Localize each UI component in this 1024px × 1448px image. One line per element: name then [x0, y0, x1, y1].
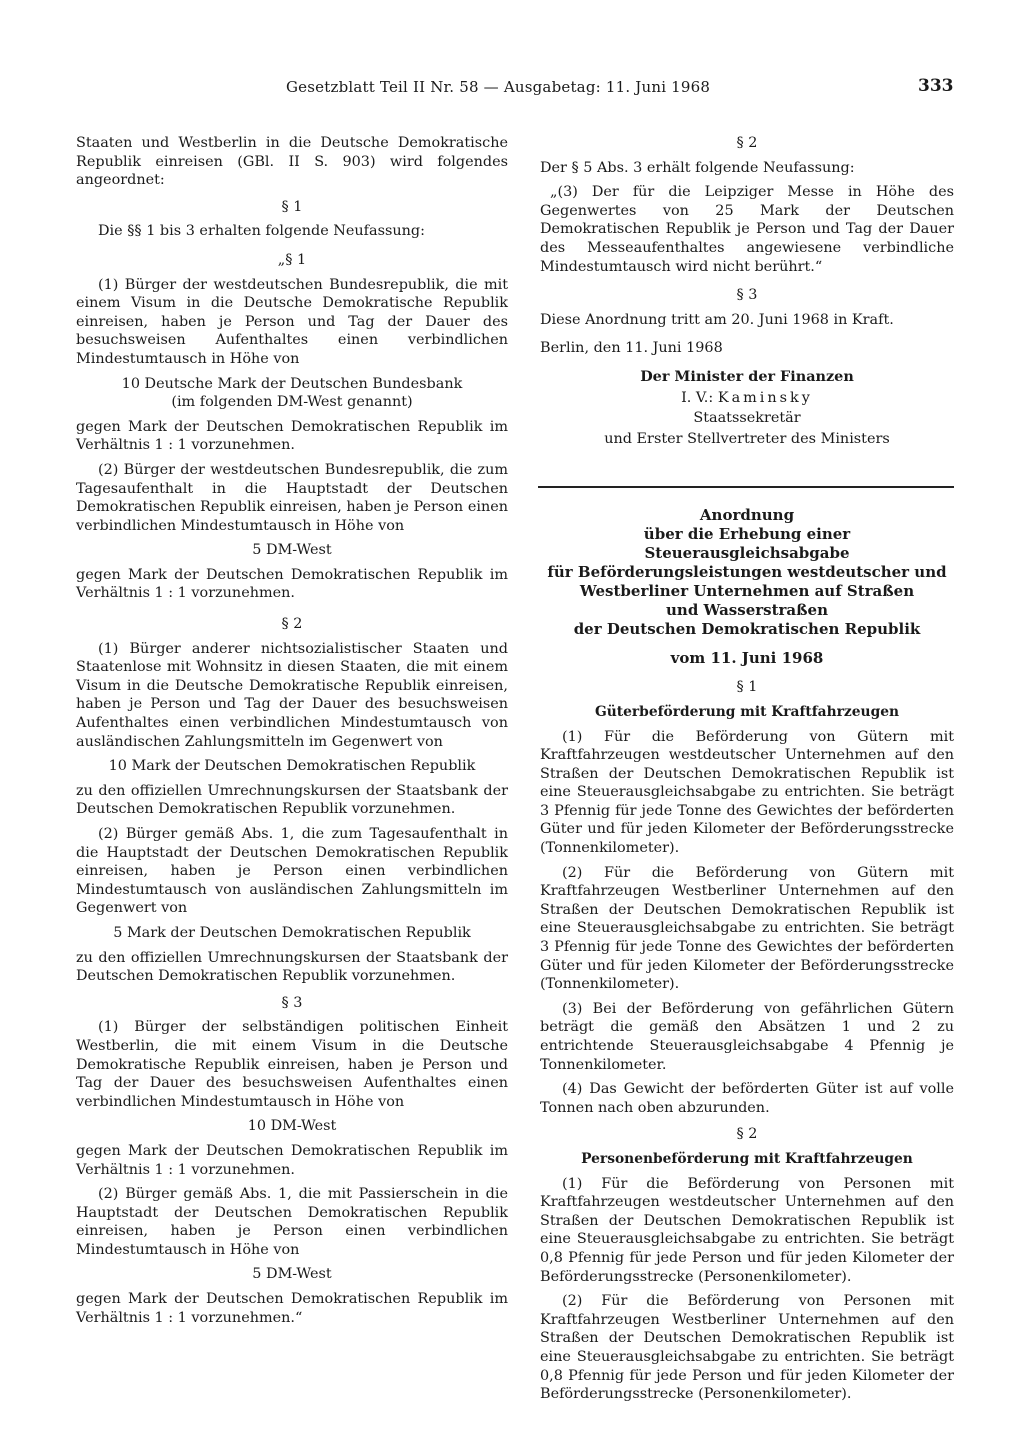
intro-paragraph: Staaten und Westberlin in die Deutsche Demokratische Republik einreisen (GBl. II S. 903) wird folgendes angeordnet: [76, 135, 508, 189]
title-line: Westberliner Unternehmen auf Straßen [579, 582, 915, 601]
section-sign: § 1 [281, 198, 303, 215]
paragraph: (2) Für die Beförderung von Gütern mit Kraftfahrzeugen Westberliner Unternehmen auf den Straßen der Deutschen Demokratischen Republik ist eine Steuerausgleichsabgabe zu entrichten. Sie beträgt 3 Pfennig für jede Tonne des Gewichtes der beförderten Güter und für jeden Kilometer der Beförderungsstrecke (Tonnenkilometer). [540, 864, 954, 993]
amount-line: 5 DM-West [252, 1266, 332, 1283]
title-line: der Deutschen Demokratischen Republik [573, 620, 921, 639]
ordinance-date: vom 11. Juni 1968 [670, 649, 824, 668]
section-divider [538, 486, 954, 488]
signature-block [540, 368, 954, 448]
page-header [0, 74, 1024, 104]
paragraph: (2) Bürger der westdeutschen Bundesrepublik, die zum Tagesaufenthalt in die Hauptstadt der Deutschen Demokratischen Republik einreisen, haben je Person einen verbindlichen Mindestumtausch in Höhe von [76, 461, 508, 534]
signer-line [540, 389, 954, 408]
minister-title: Der Minister der Finanzen [640, 367, 854, 385]
place-date: Berlin, den 11. Juni 1968 [540, 340, 723, 357]
paragraph: Diese Anordnung tritt am 20. Juni 1968 in Kraft. [540, 311, 894, 328]
gazette-title: Gesetzblatt Teil II Nr. 58 — Ausgabetag: 11. Juni 1968 [286, 78, 711, 96]
spacer [540, 450, 954, 506]
amount-line: (im folgenden DM-West genannt) [171, 394, 413, 411]
amount-line: 5 Mark der Deutschen Demokratischen Republik [113, 924, 471, 941]
signer-name: Kaminsky [717, 389, 813, 406]
paragraph: gegen Mark der Deutschen Demokratischen Republik im Verhältnis 1 : 1 vorzunehmen. [76, 418, 508, 454]
section-sign: § 3 [281, 994, 303, 1011]
signer-role: Staatssekretär [693, 410, 801, 427]
title-line: für Beförderungsleistungen westdeutscher und [547, 563, 947, 582]
paragraph: (1) Für die Beförderung von Personen mit Kraftfahrzeugen westdeutscher Unternehmen auf den Straßen der Deutschen Demokratischen Republik ist eine Steuerausgleichsabgabe zu entrichten. Sie beträgt 0,8 Pfennig für jede Person und für jeden Kilometer der Beförderungsstrecke (Personenkilometer). [540, 1175, 954, 1285]
paragraph: (1) Für die Beförderung von Gütern mit Kraftfahrzeugen westdeutscher Unternehmen auf den Straßen der Deutschen Demokratischen Republik ist eine Steuerausgleichsabgabe zu entrichten. Sie beträgt 3 Pfennig für jede Tonne des Gewichtes der beförderten Güter und für jeden Kilometer der Beförderungsstrecke (Tonnenkilometer). [540, 728, 954, 857]
section-heading: Personenbeförderung mit Kraftfahrzeugen [581, 1150, 913, 1167]
title-line: über die Erhebung einer Steuerausgleichsabgabe [643, 525, 851, 563]
paragraph: (3) Bei der Beförderung von gefährlichen Gütern beträgt die gemäß den Absätzen 1 und 2 zu entrichtende Steuerausgleichsabgabe 4 Pfennig je Tonnenkilometer. [540, 1000, 954, 1073]
section-sign: § 2 [736, 1126, 758, 1143]
paragraph: (1) Bürger der selbständigen politischen Einheit Westberlin, die mit einem Visum in die Deutsche Demokratische Republik einreisen, haben je Person und Tag der Dauer des besuchsweisen Aufenthaltes einen verbindlichen Mindestumtausch in Höhe von [76, 1019, 508, 1110]
amount-line: 5 DM-West [252, 542, 332, 559]
paragraph: (4) Das Gewicht der beförderten Güter ist auf volle Tonnen nach oben abzurunden. [540, 1081, 954, 1116]
amount-line: 10 Deutsche Mark der Deutschen Bundesbank [121, 375, 463, 392]
amount-line: 10 DM-West [247, 1118, 337, 1135]
paragraph: gegen Mark der Deutschen Demokratischen Republik im Verhältnis 1 : 1 vorzunehmen. [76, 566, 508, 602]
right-column [540, 134, 954, 1410]
section-sign: § 3 [736, 287, 758, 304]
paragraph: gegen Mark der Deutschen Demokratischen Republik im Verhältnis 1 : 1 vorzunehmen. [76, 1142, 508, 1178]
signer-role: und Erster Stellvertreter des Ministers [604, 430, 890, 447]
paragraph: gegen Mark der Deutschen Demokratischen Republik im Verhältnis 1 : 1 vorzunehmen.“ [76, 1291, 508, 1326]
paragraph: (2) Bürger gemäß Abs. 1, die zum Tagesaufenthalt in die Hauptstadt der Deutschen Demokratischen Republik einreisen, haben je Person einen verbindlichen Mindestumtausch von ausländischen Zahlungsmitteln im Gegenwert von [76, 826, 508, 917]
paragraph: (2) Für die Beförderung von Personen mit Kraftfahrzeugen Westberliner Unternehmen auf den Straßen der Deutschen Demokratischen Republik ist eine Steuerausgleichsabgabe zu entrichten. Sie beträgt 0,8 Pfennig für jede Person und für jeden Kilometer der Beförderungsstrecke (Personenkilometer). [540, 1293, 954, 1403]
title-line: Anordnung [699, 506, 795, 525]
paragraph: zu den offiziellen Umrechnungskursen der Staatsbank der Deutschen Demokratischen Republik vorzunehmen. [76, 782, 508, 818]
paragraph: (2) Bürger gemäß Abs. 1, die mit Passierschein in die Hauptstadt der Deutschen Demokratischen Republik einreisen, haben je Person einen verbindlichen Mindestumtausch in Höhe von [76, 1186, 508, 1258]
paragraph: (1) Bürger anderer nichtsozialistischer Staaten und Staatenlose mit Wohnsitz in diesen Staaten, die mit einem Visum in die Deutsche Demokratische Republik einreisen, haben je Person und Tag der Dauer des besuchsweisen Aufenthaltes einen verbindlichen Mindestumtausch von ausländischen Zahlungsmitteln im Gegenwert von [76, 640, 508, 750]
section-sign: § 2 [281, 616, 303, 633]
section-sign: § 2 [736, 135, 758, 151]
paragraph: Der § 5 Abs. 3 erhält folgende Neufassung: [540, 159, 855, 176]
paragraph: zu den offiziellen Umrechnungskursen der Staatsbank der Deutschen Demokratischen Republik vorzunehmen. [76, 949, 508, 985]
page-number: 333 [918, 76, 954, 96]
amount-line: 10 Mark der Deutschen Demokratischen Republik [108, 758, 476, 775]
amount-block [76, 375, 508, 412]
quoted-paragraph: „(3) Der für die Leipziger Messe in Höhe des Gegenwertes von 25 Mark der Deutschen Demokratischen Republik je Person und Tag der Dauer des Messeaufenthaltes angewiesene verbindliche Mindestumtausch wird nicht berührt.“ [540, 184, 954, 275]
section-sign: § 1 [736, 679, 758, 696]
iv-prefix: I. V.: [681, 389, 714, 406]
section-heading: Güterbeförderung mit Kraftfahrzeugen [594, 703, 900, 720]
quoted-section-sign: „§ 1 [277, 251, 307, 268]
ordinance-title [540, 506, 954, 639]
paragraph: Die §§ 1 bis 3 erhalten folgende Neufassung: [98, 223, 425, 240]
left-column [76, 134, 508, 1333]
paragraph: (1) Bürger der westdeutschen Bundesrepublik, die mit einem Visum in die Deutsche Demokratische Republik einreisen, haben je Person und Tag der Dauer des besuchsweisen Aufenthaltes einen verbindlichen Mindestumtausch in Höhe von [76, 276, 508, 367]
title-line: und Wasserstraßen [666, 601, 828, 620]
